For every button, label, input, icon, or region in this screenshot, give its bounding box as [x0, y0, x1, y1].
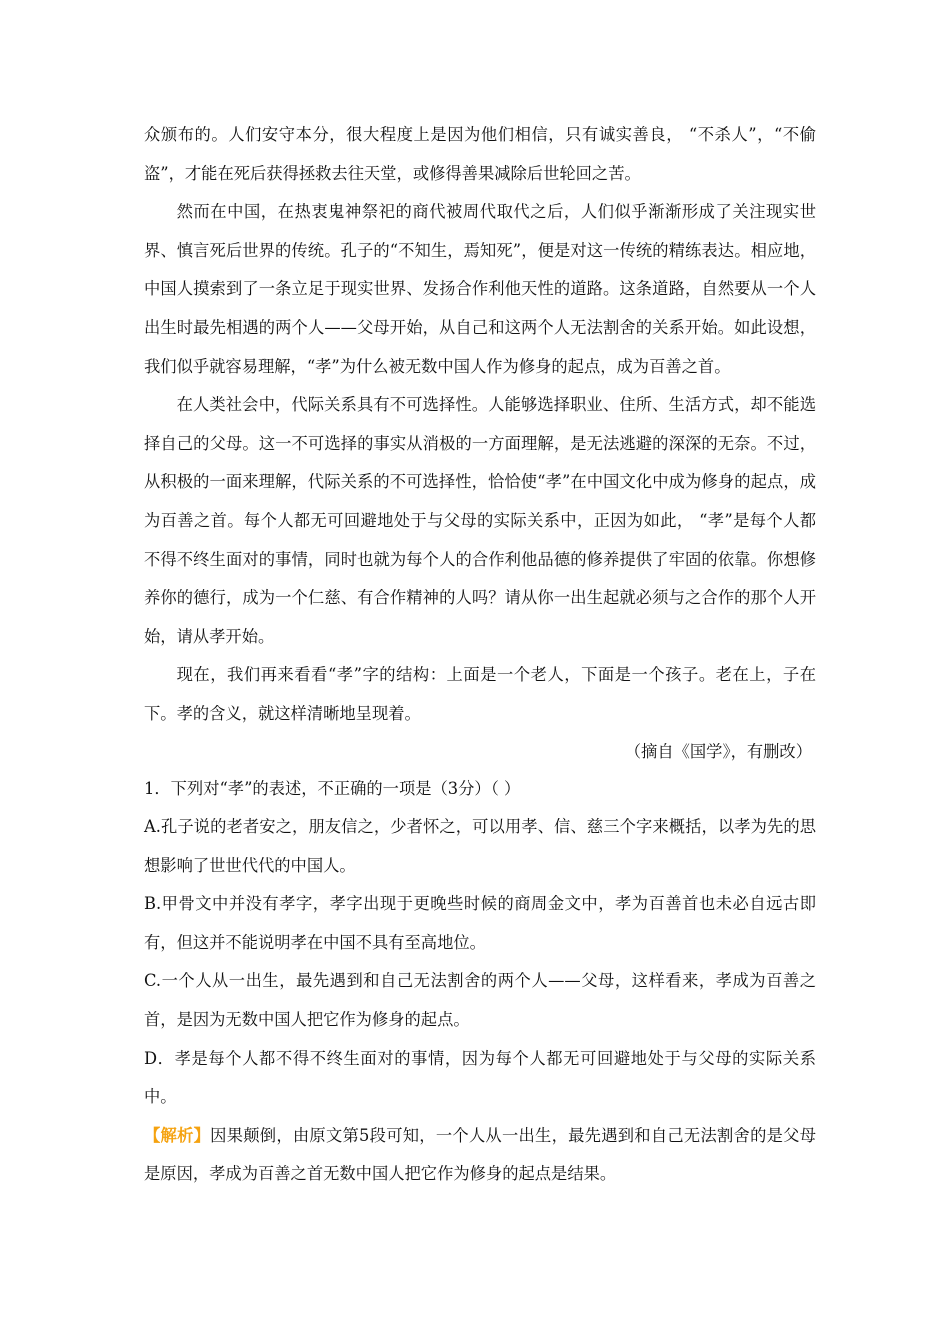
document-page [144, 116, 816, 1194]
option-d: D．孝是每个人都不得不终生面对的事情，因为每个人都无可回避地处于与父母的实际关系中。 [144, 1048, 816, 1107]
passage-paragraph-2: 在人类社会中，代际关系具有不可选择性。人能够选择职业、住所、生活方式，却不能选择自己的父母。这一不可选择的事实从消极的一方面理解，是无法逃避的深深的无奈。不过，从积极的一面来理解，代际关系的不可选择性，恰恰使“孝”在中国文化中成为修身的起点，成为百善之首。每个人都无可回避地处于与父母的实际关系中，正因为如此， “孝”是每个人都不得不终生面对的事情，同时也就为每个人的合作利他品德的修养提供了牢固的依靠。你想修养你的德行，成为一个仁慈、有合作精神的人吗？请从你一出生起就必须与之合作的那个人开始，请从孝开始。 [144, 395, 816, 646]
passage-paragraph-3: 现在，我们再来看看“孝”字的结构：上面是一个老人，下面是一个孩子。老在上，子在下。孝的含义，就这样清晰地呈现着。 [144, 665, 816, 723]
option-a: A.孔子说的老者安之，朋友信之，少者怀之，可以用孝、信、慈三个字来概括，以孝为先的思想影响了世世代代的中国人。 [144, 817, 816, 875]
passage-paragraph-1: 然而在中国，在热衷鬼神祭祀的商代被周代取代之后，人们似乎渐渐形成了关注现实世界、慎言死后世界的传统。孔子的“不知生，焉知死”，便是对这一传统的精练表达。相应地，中国人摸索到了一条立足于现实世界、发扬合作利他天性的道路。这条道路，自然要从一个人出生时最先相遇的两个人——父母开始，从自己和这两个人无法割舍的关系开始。如此设想，我们似乎就容易理解，“孝”为什么被无数中国人作为修身的起点，成为百善之首。 [144, 202, 816, 376]
analysis [144, 1117, 816, 1194]
passage-paragraph-0: 众颁布的。人们安守本分，很大程度上是因为他们相信，只有诚实善良， “不杀人”，“不偷盗”，才能在死后获得拯救去往天堂，或修得善果减除后世轮回之苦。 [144, 125, 816, 183]
option-c: C.一个人从一出生，最先遇到和自己无法割舍的两个人——父母，这样看来，孝成为百善之首，是因为无数中国人把它作为修身的起点。 [144, 971, 816, 1030]
option-b: B.甲骨文中并没有孝字，孝字出现于更晚些时候的商周金文中，孝为百善首也未必自远古即有，但这并不能说明孝在中国不具有至高地位。 [144, 894, 816, 952]
passage-source: （摘自《国学》，有删改） [624, 741, 812, 761]
analysis-text: 因果颠倒，由原文第5段可知，一个人从一出生，最先遇到和自己无法割舍的是父母是原因，孝成为百善之首无数中国人把它作为修身的起点是结果。 [144, 1125, 816, 1184]
analysis-tag: 【解析】 [144, 1125, 211, 1145]
question-stem: 1．下列对“孝”的表述，不正确的一项是（3分）（ ） [144, 778, 521, 798]
